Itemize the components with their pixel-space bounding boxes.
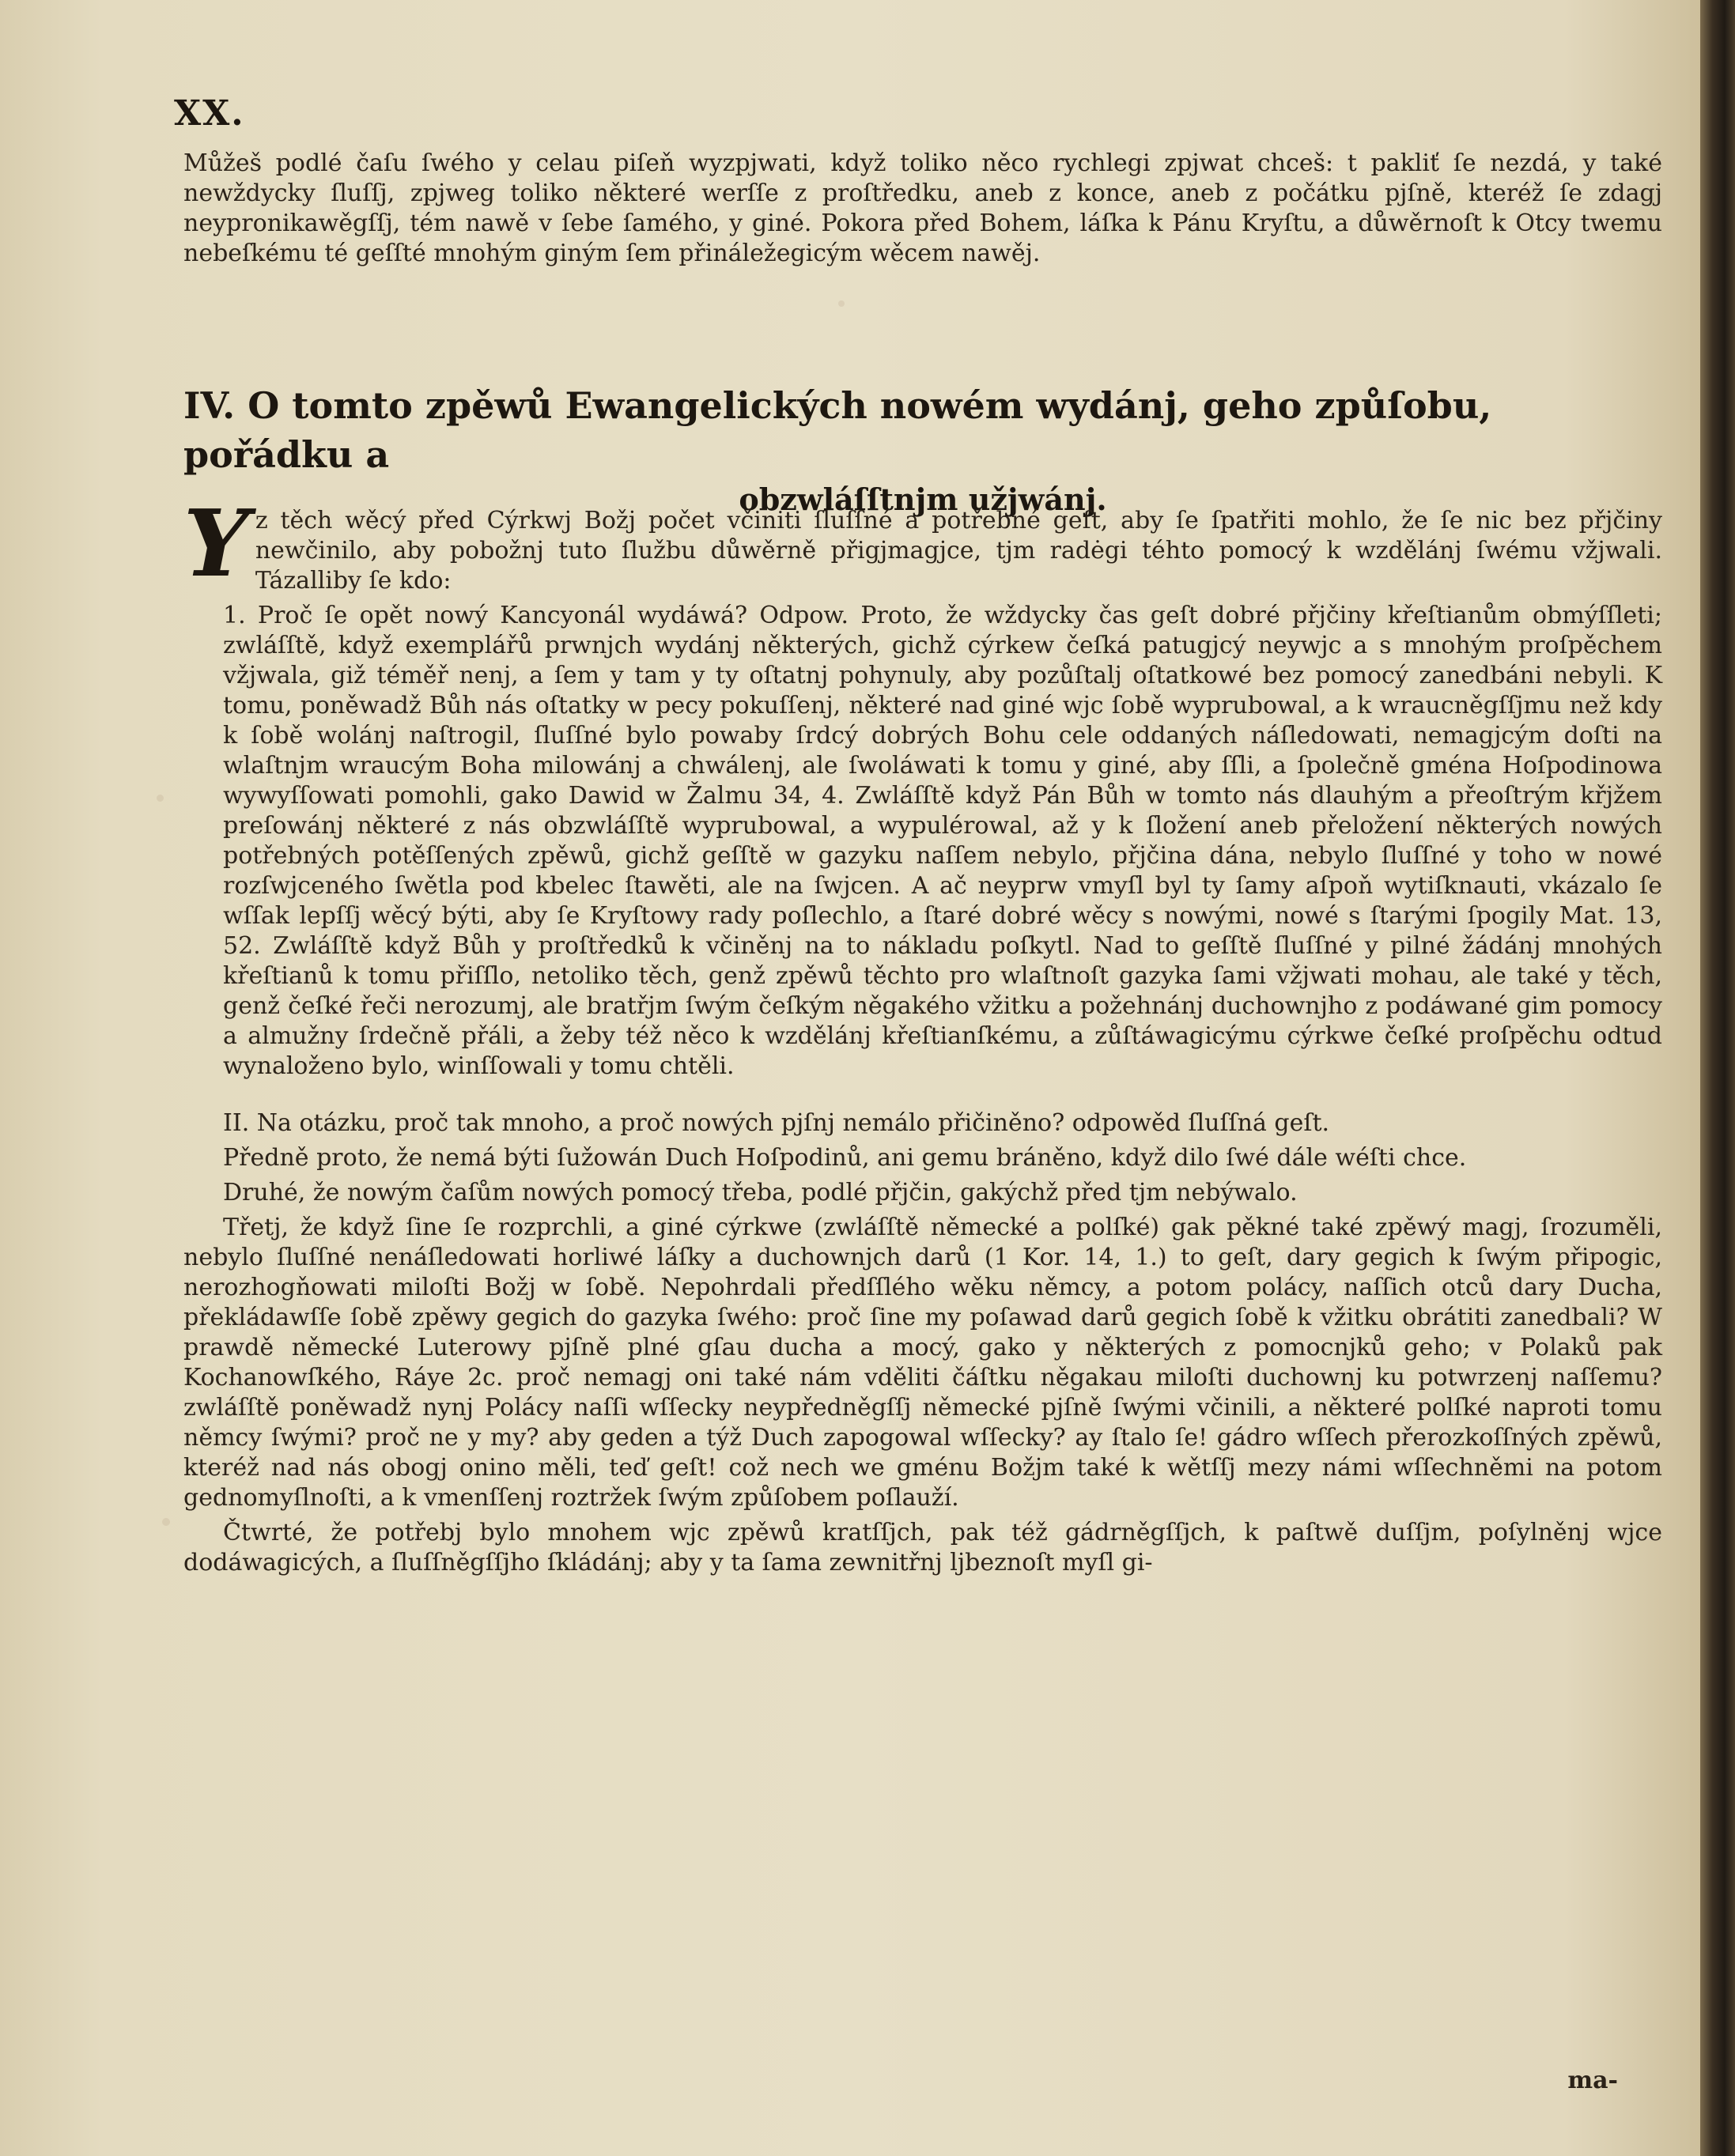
section-heading-line1: IV. O tomto zpěwů Ewangelických nowém wydánj, geho způſobu, pořádku a bbox=[183, 384, 1492, 476]
paper-speck bbox=[838, 300, 845, 307]
intro-paragraph: Můžeš podlé čaſu ſwého y celau piſeň wyzpjwati, když toliko něco rychlegi zpjwat chceš: t pakliť ſe nezdá, y také newždycky ſluſſj, zpjweg toliko některé werſſe z proſtředku, aneb z konce, aneb z počátku pjſně, kteréž ſe zdagj neypronikawěgſſj, tém nawě v ſebe ſamého, y giné. Pokora před Bohem, láſka k Pánu Kryſtu, a důwěrnoſt k Otcy twemu nebeſkému té geſſté mnohým giným ſem přináležegicým wěcem nawěj. bbox=[183, 149, 1662, 267]
section-heading-line2: obzwláſſtnjm užjwánj. bbox=[739, 481, 1107, 517]
drop-cap: Y bbox=[183, 490, 249, 598]
third-reason-paragraph: Třetj, že když ſine ſe rozprchli, a giné cýrkwe (zwláſſtě německé a polſké) gak pěkné také zpěwý magj, ſrozuměli, nebylo ſluſſné nenáſledowati horliwé láſky a duchownjch darů (1 Kor. 14, 1.) to geſt, dary gegich k ſwým připogic, nerozhogňowati miloſti Božj w ſobě. Nepohrdali předſſlého wěku němcy, a potom polácy, naſſich otců dary Ducha, překládawſſe ſobě zpěwy gegich do gazyka ſwého: proč ſine my poſawad darů gegich ſobě k vžitku obrátiti zanedbali? W prawdě německé Luterowy pjſně plné gſau ducha a mocý, gako y některých z pomocnjků geho; v Polaků pak Kochanowſkého, Ráye 2c. proč nemagj oni také nám vděliti čáſtku něgakau miloſti duchownj ku potwrzenj naſſemu? zwláſſtě poněwadž nynj Polácy naſſi wſſecky neypředněgſſj německé pjſně ſwými včinili, a některé polſké naproti tomu němcy ſwými? proč ne y my? aby geden a týž Duch zapogowal wſſecky? ay ſtalo ſe! gádro wſſech přerozkoſſných zpěwů, kteréž nad nás obogj onino měli, teď geſt! což nech we gménu Božjm také k wětſſj mezy námi wſſechněmi na potom gednomyſlnoſti, a k vmenſſenj roztržek ſwým způſobem poſlauží. bbox=[183, 1214, 1662, 1512]
second-reason-paragraph: Druhé, že nowým čaſům nowých pomocý třeba, podlé přjčin, gakýchž před tjm nebýwalo. bbox=[223, 1179, 1298, 1206]
book-binding-edge bbox=[1700, 0, 1735, 2156]
first-reason-paragraph: Předně proto, že nemá býti ſužowán Duch Hoſpodinů, ani gemu bráněno, když dilo ſwé dále wéſti chce. bbox=[223, 1144, 1467, 1172]
paragraph-spacer bbox=[183, 1086, 1662, 1108]
page-number: XX. bbox=[174, 93, 245, 134]
paper-speck bbox=[162, 1518, 170, 1526]
section-heading bbox=[183, 381, 1662, 520]
paper-speck bbox=[157, 795, 164, 802]
question-one-paragraph: 1. Proč ſe opět nowý Kancyonál wydáwá? Odpow. Proto, že wždycky čas geſt dobré přjčiny křeſtianům obmýſſleti; zwláſſtě, když exemplářů prwnjch wydánj některých, gichž cýrkew čeſká patugjcý neywjc a s mnohým proſpěchem vžjwala, giž téměř nenj, a ſem y tam y ty oſtatnj pohynuly, aby pozůſtalj oſtatkowé bez pomocý zanedbáni nebyli. K tomu, poněwadž Bůh nás oſtatky w pecy pokuſſenj, některé nad giné wjc ſobě wyprubowal, a k wraucněgſſjmu než kdy k ſobě wolánj naſtrogil, ſluſſné bylo powaby ſrdcý dobrých Bohu cele oddaných náſledowati, nemagjcým doſti na wlaſtnjm wraucým Boha milowánj a chwálenj, ale ſwoláwati k tomu y giné, aby ſſli, a ſpolečně gména Hoſpodinowa wywyſſowati pomohli, gako Dawid w Žalmu 34, 4. Zwláſſtě když Pán Bůh w tomto nás dlauhým a přeoſtrým křjžem preſowánj některé z nás obzwláſſtě wyprubowal, a wypulérowal, až y k ſložení aneb přeložení některých nowých potřebných potěſſených zpěwů, gichž geſſtě w gazyku naſſem nebylo, přjčina dána, nebylo ſluſſné y toho w nowé rozſwjceného ſwětla pod kbelec ſtawěti, ale na ſwjcen. A ač neyprw vmyſl byl ty ſamy aſpoň wytiſknauti, vkázalo ſe wſſak lepſſj wěcý býti, aby ſe Kryſtowy rady poſlechlo, a ſtaré dobré wěcy s nowými, nowé s ſtarými ſpogily Mat. 13, 52. Zwláſſtě když Bůh y proſtředků k včiněnj na to nákladu poſkytl. Nad to geſſtě ſluſſné y pilné žádánj mnohých křeſtianů k tomu přiſſlo, netoliko těch, genž zpěwů těchto pro wlaſtnoſt gazyka ſami vžjwati mohau, ale také y těch, genž čeſké řeči nerozumj, ale bratřjm ſwým čeſkým něgakého vžitku a požehnánj duchownjho z podáwané gim pomocy a almužny ſrdečně přáli, a žeby též něco k wzdělánj křeſtianſkému, a zůſtáwagicýmu cýrkwe čeſké proſpěchu odtud wynaloženo bylo, winſſowali y tomu chtěli. bbox=[223, 602, 1662, 1080]
opening-paragraph-text: z těch wěcý před Cýrkwj Božj počet včiniti ſluſſné a potřebné geſt, aby ſe ſpatřiti mohlo, že ſe nic bez přjčiny newčinilo, aby pobožnj tuto ſlužbu důwěrně přigjmagjce, tjm radėgi téhto pomocý k wzdělánj ſwému vžjwali. Tázalliby ſe kdo: bbox=[255, 507, 1662, 595]
catchword: ma- bbox=[1567, 2067, 1618, 2094]
fourth-reason-paragraph: Čtwrté, že potřebj bylo mnohem wjc zpěwů kratſſjch, pak též gádrněgſſjch, k paſtwě duſſjm, poſylněnj wjce dodáwagicých, a ſluſſněgſſjho ſkládánj; aby y ta ſama zewnitřnj ljbeznoſt myſl gi- bbox=[183, 1519, 1662, 1576]
question-two-paragraph: II. Na otázku, proč tak mnoho, a proč nowých pjſnj nemálo přičiněno? odpowěd ſluſſná geſt. bbox=[223, 1109, 1330, 1137]
